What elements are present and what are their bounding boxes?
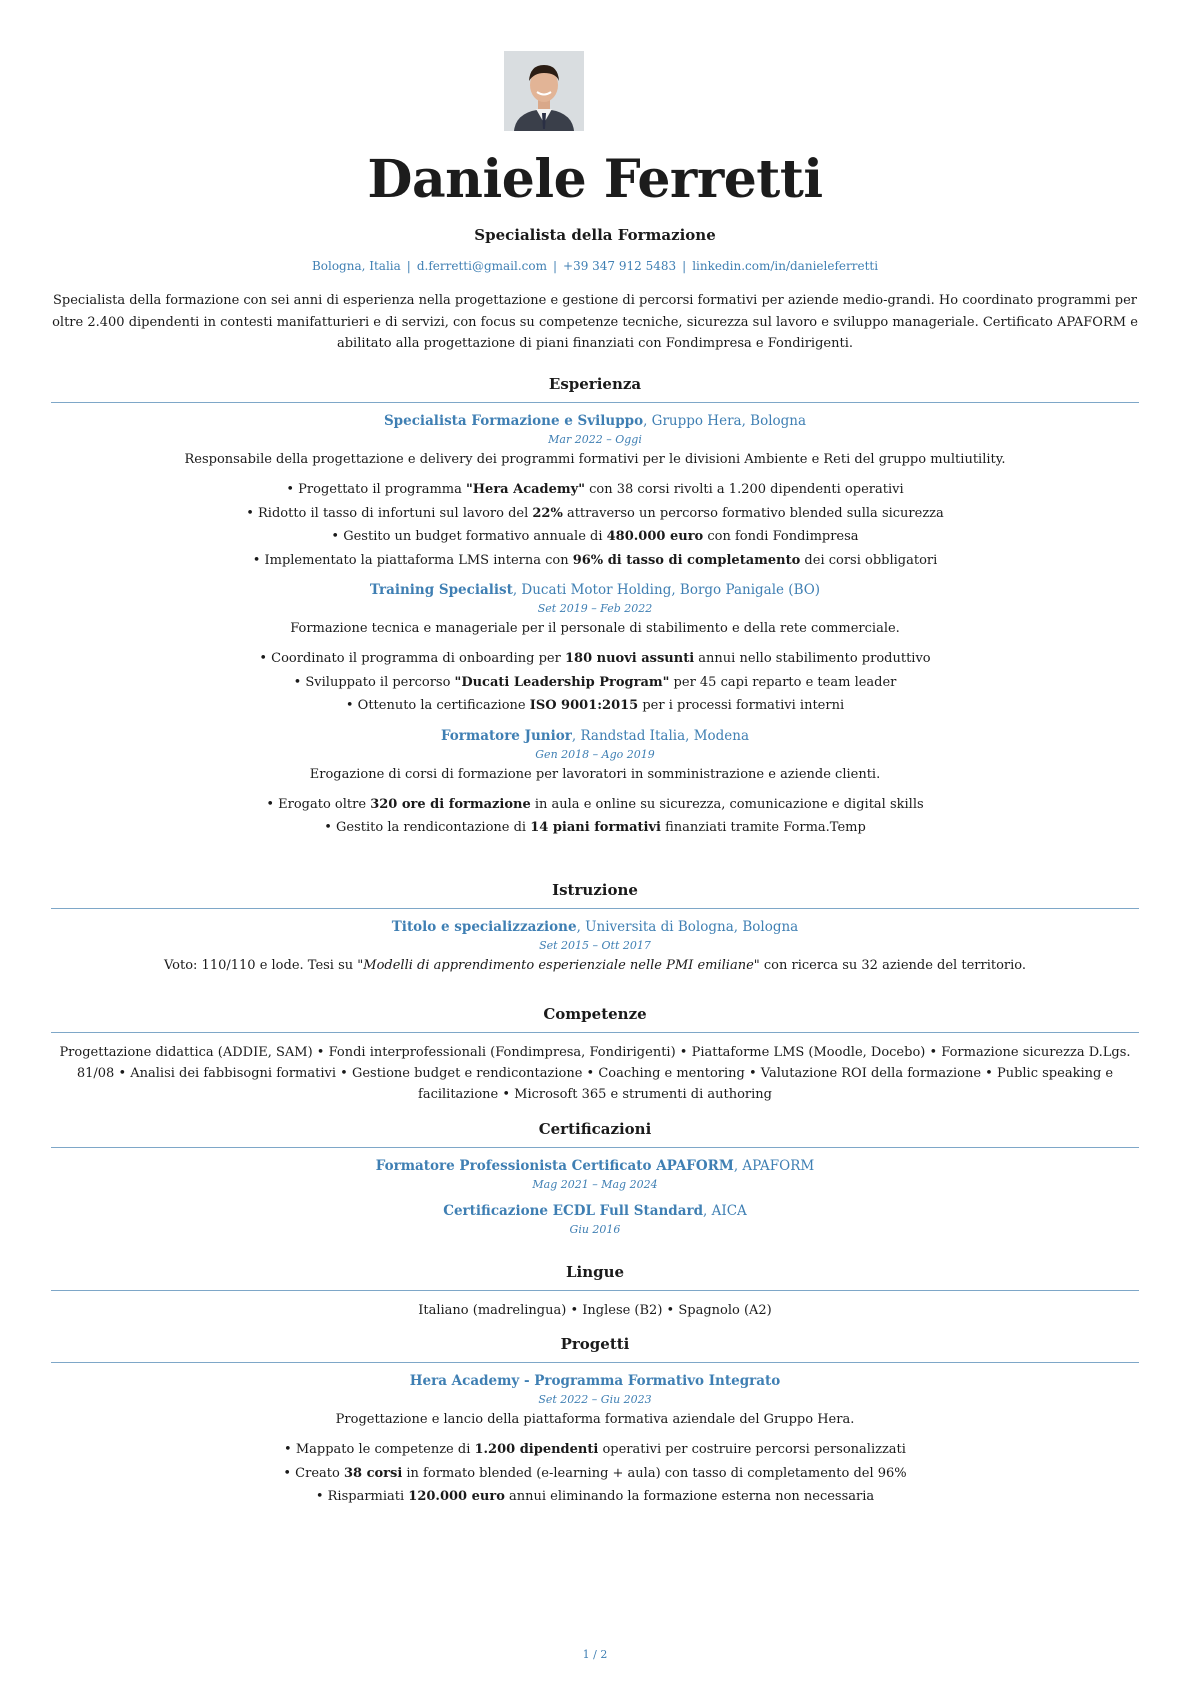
bullet-item: • Erogato oltre 320 ore di formazione in aula e online su sicurezza, comunicazione e digital skills <box>266 796 924 812</box>
entry-description: Erogazione di corsi di formazione per lavoratori in somministrazione e aziende clienti. <box>309 766 881 782</box>
contact-location: Bologna, Italia <box>311 259 401 273</box>
entry-heading <box>51 580 1139 600</box>
entry-bullets <box>51 647 1139 718</box>
entry-heading <box>51 411 1139 431</box>
candidate-name: Daniele Ferretti <box>367 149 823 210</box>
entry-heading <box>51 917 1139 937</box>
bullet-item: • Mappato le competenze di 1.200 dipendenti operativi per costruire percorsi personalizzati <box>284 1442 906 1457</box>
entry-title: Certificazione ECDL Full Standard <box>443 1203 704 1219</box>
section-title-certifications: Certificazioni <box>51 1119 1139 1148</box>
contact-line <box>51 257 1139 275</box>
bullet-item: • Risparmiati 120.000 euro annui eliminando la formazione esterna non necessaria <box>315 1489 875 1504</box>
entry-date: Gen 2018 – Ago 2019 <box>535 747 655 761</box>
section-title-experience: Esperienza <box>51 374 1139 403</box>
entry-date: Set 2022 – Giu 2023 <box>538 1393 652 1406</box>
skills-section <box>51 1004 1139 1105</box>
profile-photo <box>504 51 584 131</box>
profile-summary: Specialista della formazione con sei anni di esperienza nella progettazione e gestione di percorsi formativi per aziende medio-grandi. Ho coordinato programmi per oltre 2.400 dipendenti in contesti manifatturieri e di servizi, con focus su competenze tecniche, sicurezza sul lavoro e sviluppo manageriale. Certificato APAFORM e abilitato alla progettazione di piani finanziati con Fondimpresa e Fondirigenti. <box>52 293 1138 351</box>
job-role: Specialista della Formazione <box>474 226 716 244</box>
entry-title: Specialista Formazione e Sviluppo <box>383 413 644 429</box>
languages-section <box>51 1262 1139 1321</box>
entry-heading <box>51 1156 1139 1176</box>
skills-list: Progettazione didattica (ADDIE, SAM) • Fondi interprofessionali (Fondimpresa, Fondirigenti) • Piattaforme LMS (Moodle, Docebo) • Formazione sicurezza D.Lgs. 81/08 • Analisi dei fabbisogni formativi • Gestione budget e rendicontazione • Coaching e mentoring • Valutazione ROI della formazione • Public speaking e facilitazione • Microsoft 365 e strumenti di authoring <box>59 1045 1131 1102</box>
bullet-item: • Implementato la piattaforma LMS interna con 96% di tasso di completamento dei corsi obbligatori <box>252 552 938 568</box>
entry-date: Set 2019 – Feb 2022 <box>537 602 653 615</box>
entry-org: , Randstad Italia, Modena <box>571 727 750 744</box>
experience-section <box>51 374 1139 840</box>
entry-org: , APAFORM <box>733 1158 815 1174</box>
entry-date: Set 2015 – Ott 2017 <box>539 939 651 952</box>
contact-phone[interactable]: +39 347 912 5483 <box>563 259 677 273</box>
certifications-section <box>51 1119 1139 1238</box>
separator: | <box>552 259 558 273</box>
entry-org: , AICA <box>703 1203 747 1219</box>
section-title-skills: Competenze <box>51 1004 1139 1033</box>
entry-description: Progettazione e lancio della piattaforma formativa aziendale del Gruppo Hera. <box>335 1412 855 1427</box>
education-section <box>51 880 1139 976</box>
entry-heading <box>51 1201 1139 1221</box>
bullet-item: • Gestito un budget formativo annuale di 480.000 euro con fondi Fondimpresa <box>331 529 859 544</box>
bullet-item: • Sviluppato il percorso "Ducati Leadership Program" per 45 capi reparto e team leader <box>293 674 897 690</box>
entry-description: Formazione tecnica e manageriale per il personale di stabilimento e della rete commerciale. <box>290 621 900 636</box>
entry-org: , Ducati Motor Holding, Borgo Panigale (BO) <box>512 582 821 598</box>
bullet-item: • Creato 38 corsi in formato blended (e-learning + aula) con tasso di completamento del 96% <box>283 1465 907 1481</box>
bullet-item: • Coordinato il programma di onboarding per 180 nuovi assunti annui nello stabilimento produttivo <box>259 651 931 666</box>
entry-date: Giu 2016 <box>569 1223 621 1236</box>
entry-bullets <box>51 478 1139 572</box>
entry-bullets <box>51 793 1139 840</box>
entry-date: Mar 2022 – Oggi <box>548 433 642 446</box>
entry-title: Formatore Junior <box>440 727 572 744</box>
bullet-item: • Ottenuto la certificazione ISO 9001:2015 per i processi formativi interni <box>345 698 845 713</box>
experience-entry <box>51 726 1139 840</box>
separator: | <box>406 259 411 273</box>
bullet-item: • Gestito la rendicontazione di 14 piani formativi finanziati tramite Forma.Temp <box>324 820 866 835</box>
page-number: 1 / 2 <box>582 1648 608 1661</box>
entry-description: Responsabile della progettazione e delivery dei programmi formativi per le divisioni Ambiente e Reti del gruppo multiutility. <box>184 452 1006 467</box>
entry-bullets <box>51 1438 1139 1509</box>
bullet-item: • Progettato il programma "Hera Academy" con 38 corsi rivolti a 1.200 dipendenti operativi <box>286 482 904 497</box>
languages-list: Italiano (madrelingua) • Inglese (B2) • Spagnolo (A2) <box>418 1303 772 1318</box>
entry-description: Voto: 110/110 e lode. Tesi su "Modelli di apprendimento esperienziale nelle PMI emiliane" con ricerca su 32 aziende del territorio. <box>163 958 1027 973</box>
entry-date: Mag 2021 – Mag 2024 <box>532 1178 658 1191</box>
entry-heading <box>51 1371 1139 1391</box>
entry-title: Hera Academy - Programma Formativo Integrato <box>409 1373 781 1389</box>
section-title-projects: Progetti <box>51 1334 1139 1363</box>
experience-entry <box>51 411 1139 572</box>
section-title-education: Istruzione <box>51 880 1139 909</box>
separator: | <box>682 259 687 273</box>
bullet-item: • Ridotto il tasso di infortuni sul lavoro del 22% attraverso un percorso formativo blended sulla sicurezza <box>246 505 944 521</box>
entry-title: Formatore Professionista Certificato APAFORM <box>375 1158 734 1174</box>
entry-org: , Gruppo Hera, Bologna <box>643 413 807 429</box>
contact-linkedin[interactable]: linkedin.com/in/danieleferretti <box>692 259 879 273</box>
section-title-languages: Lingue <box>51 1262 1139 1291</box>
entry-title: Training Specialist <box>369 582 513 598</box>
contact-email[interactable]: d.ferretti@gmail.com <box>416 259 547 273</box>
entry-org: , Universita di Bologna, Bologna <box>576 919 799 935</box>
projects-section <box>51 1334 1139 1509</box>
entry-heading <box>51 726 1139 746</box>
entry-title: Titolo e specializzazione <box>391 919 577 935</box>
experience-entry <box>51 580 1139 718</box>
